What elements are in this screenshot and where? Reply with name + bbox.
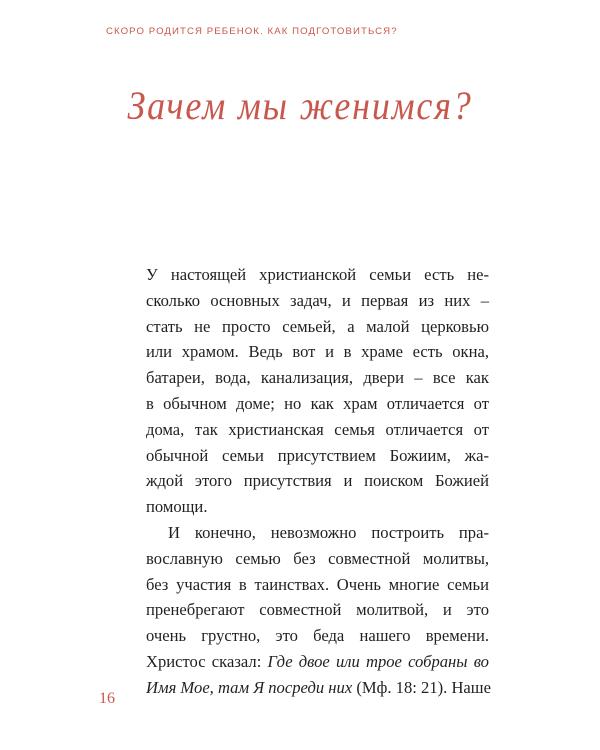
text-line (146, 649, 489, 675)
page-number: 16 (99, 690, 115, 707)
chapter-title: Зачем мы женимся? (127, 83, 473, 128)
text-line: без участия в таинствах. Очень многие семьи (146, 574, 489, 594)
text-line: обычной семьи присутствием Божиим, жа- (146, 445, 489, 465)
text-line: сколько основных задач, и первая из них – (146, 290, 489, 310)
text-line: дома, так христианская семья отличается от (146, 419, 489, 439)
scripture-quote: Имя Мое, там Я посреди них (146, 677, 353, 697)
text-line: пренебрегают совместной молитвой, и это (146, 600, 489, 620)
text-line (146, 675, 489, 701)
text-line: в обычном доме; но как храм отличается от (146, 393, 489, 413)
text-segment: Христос сказал: (146, 651, 268, 671)
text-segment: (Мф. 18: 21). Наше (352, 677, 491, 697)
scripture-quote: Где двое или трое собраны во (267, 651, 489, 671)
text-line: ждой этого присутствия и поиском Божией (146, 471, 489, 491)
text-line: очень грустно, это беда нашего времени. (146, 626, 489, 646)
text-line: И конечно, невозможно построить пра- (168, 522, 489, 542)
text-line: стать не просто семьей, а малой церковью (146, 316, 489, 336)
body-text (146, 262, 489, 701)
text-line: У настоящей христианской семьи есть не- (146, 265, 489, 284)
text-line: помощи. (146, 497, 208, 517)
running-head: СКОРО РОДИТСЯ РЕБЕНОК. КАК ПОДГОТОВИТЬСЯ? (106, 26, 398, 37)
text-line: или храмом. Ведь вот и в храме есть окна, (146, 342, 489, 362)
text-line: батареи, вода, канализация, двери – все как (146, 368, 489, 388)
text-line: вославную семью без совместной молитвы, (146, 548, 489, 568)
